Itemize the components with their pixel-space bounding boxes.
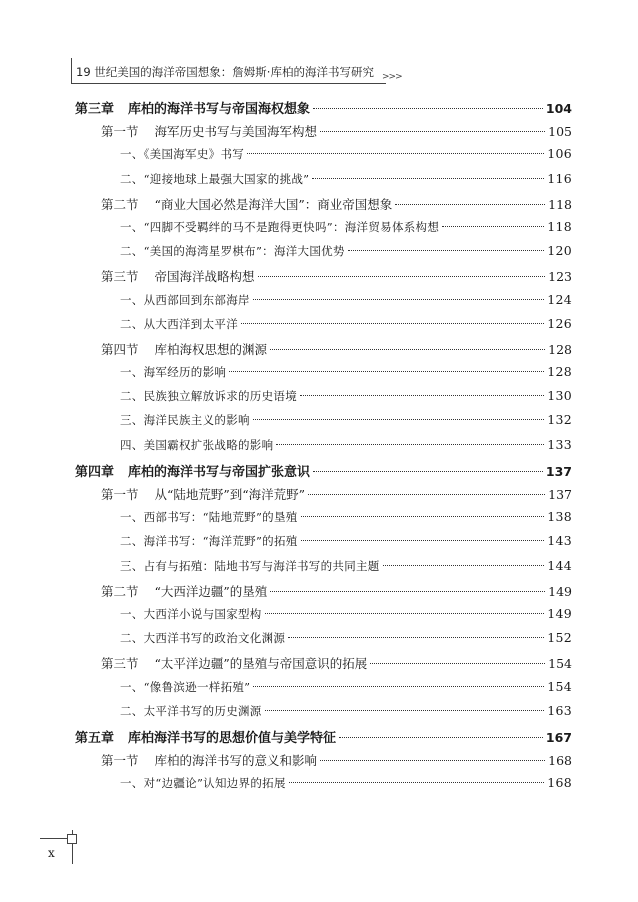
toc-entry-number: 第二节 — [101, 583, 139, 599]
toc-entry-label — [101, 654, 367, 672]
toc-entry-number: 第一节 — [101, 753, 139, 769]
toc-dot-leader — [276, 444, 544, 445]
toc-entry-label — [120, 630, 285, 646]
toc-entry-title: 一、从西部回到东部海岸 — [120, 292, 250, 307]
toc-entry-title: 从“陆地荒野”到“海洋荒野” — [154, 487, 306, 502]
toc-entry-item[interactable] — [75, 703, 572, 727]
toc-entry-label — [120, 679, 250, 695]
toc-entry-label — [120, 219, 439, 235]
toc-entry-label — [75, 727, 336, 746]
toc-dot-leader — [270, 349, 545, 350]
toc-dot-leader — [348, 250, 544, 251]
toc-entry-item[interactable] — [75, 606, 572, 630]
toc-entry-title: 二、“美国的海湾星罗棋布”：海洋大国优势 — [120, 244, 345, 259]
toc-entry-item[interactable] — [75, 243, 572, 267]
toc-page-number: 154 — [547, 678, 572, 694]
toc-dot-leader — [395, 204, 545, 205]
toc-dot-leader — [247, 153, 544, 154]
toc-dot-leader — [313, 471, 543, 472]
toc-page-number: 128 — [548, 341, 572, 357]
toc-entry-title: 二、太平洋书写的历史渊源 — [120, 703, 262, 718]
toc-entry-chapter[interactable] — [75, 461, 572, 485]
toc-dot-leader — [289, 782, 544, 783]
toc-dot-leader — [370, 663, 545, 664]
toc-page-number: 116 — [547, 170, 572, 186]
toc-entry-title: 一、海军经历的影响 — [120, 365, 227, 380]
toc-entry-label — [101, 122, 317, 140]
toc-entry-title: 三、占有与拓殖：陆地书写与海洋书写的共同主题 — [120, 558, 380, 573]
toc-entry-chapter[interactable] — [75, 727, 572, 751]
toc-entry-number: 第四章 — [75, 464, 115, 480]
toc-entry-item[interactable] — [75, 679, 572, 703]
toc-entry-title: “商业大国必然是海洋大国”：商业帝国想象 — [154, 196, 393, 212]
toc-dot-leader — [229, 371, 544, 372]
toc-entry-label — [120, 146, 244, 162]
toc-page-number: 149 — [548, 583, 572, 599]
toc-entry-title: 一、《美国海军史》书写 — [120, 147, 245, 162]
toc-entry-number: 第四节 — [101, 341, 139, 357]
toc-entry-title: 库柏的海洋书写与帝国扩张意识 — [128, 464, 311, 480]
toc-dot-leader — [258, 276, 546, 277]
toc-entry-item[interactable] — [75, 775, 572, 799]
toc-entry-title: 库柏海洋书写的思想价值与美学特征 — [128, 730, 337, 746]
toc-entry-label — [101, 340, 267, 358]
toc-page-number: 144 — [547, 557, 572, 573]
toc-entry-section[interactable] — [75, 195, 572, 219]
toc-page-number: 137 — [545, 463, 572, 479]
toc-entry-number: 第二节 — [101, 196, 139, 212]
toc-entry-title: 二、海洋书写：“海洋荒野”的拓殖 — [120, 534, 298, 549]
toc-entry-label — [120, 703, 262, 719]
toc-page-number: 133 — [547, 436, 572, 452]
toc-entry-item[interactable] — [75, 146, 572, 170]
toc-dot-leader — [320, 760, 545, 761]
toc-page-number: 167 — [545, 729, 572, 745]
header-rule-horizontal — [71, 83, 386, 84]
footer-square-ornament — [67, 834, 77, 844]
toc-entry-section[interactable] — [75, 122, 572, 146]
toc-entry-label — [120, 292, 250, 308]
toc-entry-label — [120, 388, 297, 404]
toc-entry-label — [120, 437, 273, 453]
toc-entry-title: 二、民族独立解放诉求的历史语境 — [120, 389, 297, 404]
header-arrows-ornament: >>> — [382, 72, 402, 82]
toc-page-number: 152 — [547, 630, 572, 646]
toc-page-number: 168 — [547, 775, 572, 791]
toc-page-number: 168 — [548, 753, 572, 769]
toc-entry-item[interactable] — [75, 364, 572, 388]
toc-page-number: 124 — [547, 291, 572, 307]
toc-page-number: 118 — [547, 218, 572, 234]
toc-entry-section[interactable] — [75, 340, 572, 364]
toc-entry-section[interactable] — [75, 751, 572, 775]
toc-entry-item[interactable] — [75, 533, 572, 557]
toc-page-number: 163 — [547, 702, 572, 718]
toc-page-number: 105 — [548, 124, 572, 140]
toc-entry-label — [120, 606, 262, 622]
toc-page-number: 123 — [548, 269, 572, 285]
toc-entry-label — [101, 582, 267, 600]
toc-entry-label — [101, 267, 255, 285]
toc-dot-leader — [312, 178, 544, 179]
toc-entry-label — [120, 558, 380, 574]
toc-dot-leader — [265, 613, 545, 614]
toc-entry-label — [120, 412, 250, 428]
toc-entry-label — [75, 461, 310, 480]
toc-entry-title: 库柏的海洋书写的意义和影响 — [154, 753, 318, 769]
toc-entry-label — [101, 195, 392, 213]
toc-page-number: 132 — [547, 412, 572, 428]
toc-page-number: 128 — [547, 364, 572, 380]
toc-dot-leader — [288, 637, 544, 638]
toc-page-number: 118 — [548, 196, 572, 212]
running-header-title: 19 世纪美国的海洋帝国想象：詹姆斯·库柏的海洋书写研究 — [76, 65, 374, 79]
toc-entry-title: 一、对“边疆论”认知边界的拓展 — [120, 776, 286, 791]
toc-entry-title: 一、“像鲁滨逊一样拓殖” — [120, 679, 251, 694]
toc-entry-label — [101, 751, 317, 769]
toc-entry-title: “大西洋边疆”的垦殖 — [154, 583, 268, 599]
toc-entry-item[interactable] — [75, 171, 572, 195]
toc-entry-item[interactable] — [75, 509, 572, 533]
running-header — [68, 58, 588, 84]
toc-page-number: 104 — [545, 101, 572, 116]
toc-dot-leader — [383, 565, 545, 566]
toc-entry-item[interactable] — [75, 316, 572, 340]
toc-entry-item[interactable] — [75, 437, 572, 461]
toc-entry-title: 库柏的海洋书写与帝国海权想象 — [128, 102, 311, 117]
toc-entry-title: 帝国海洋战略构想 — [154, 269, 255, 285]
toc-dot-leader — [300, 395, 544, 396]
toc-entry-item[interactable] — [75, 219, 572, 243]
toc-entry-label — [120, 364, 226, 380]
toc-dot-leader — [253, 686, 544, 687]
toc-dot-leader — [265, 710, 545, 711]
toc-page-number: 138 — [547, 509, 572, 525]
toc-dot-leader — [320, 131, 545, 132]
toc-page-number: 143 — [547, 533, 572, 549]
toc-page-number: 137 — [548, 487, 572, 502]
toc-page-number: 154 — [548, 656, 572, 672]
toc-entry-item[interactable] — [75, 292, 572, 316]
toc-dot-leader — [442, 226, 544, 227]
toc-page-number: 106 — [547, 146, 572, 162]
table-of-contents — [75, 98, 572, 799]
toc-entry-number: 第三节 — [101, 656, 139, 672]
toc-entry-item[interactable] — [75, 558, 572, 582]
toc-entry-number: 第三章 — [75, 102, 115, 117]
toc-page-number: 149 — [547, 605, 572, 621]
toc-entry-title: 三、海洋民族主义的影响 — [120, 413, 250, 428]
page-number: x — [48, 846, 55, 860]
toc-entry-item[interactable] — [75, 388, 572, 412]
toc-page-number: 130 — [547, 388, 572, 404]
toc-dot-leader — [241, 323, 544, 324]
toc-entry-number: 第三节 — [101, 269, 139, 285]
toc-entry-number: 第五章 — [75, 730, 115, 746]
toc-entry-label — [120, 533, 298, 549]
toc-dot-leader — [253, 299, 544, 300]
toc-entry-title: 二、从大西洋到太平洋 — [120, 316, 238, 331]
toc-entry-label — [120, 243, 345, 259]
toc-entry-title: 海军历史书写与美国海军构想 — [154, 124, 318, 140]
toc-dot-leader — [339, 737, 543, 738]
toc-entry-label — [120, 509, 298, 525]
toc-dot-leader — [253, 419, 544, 420]
toc-entry-title: 一、大西洋小说与国家型构 — [120, 606, 262, 621]
toc-entry-section[interactable] — [75, 582, 572, 606]
toc-dot-leader — [308, 494, 545, 495]
toc-page-number: 126 — [547, 315, 572, 331]
toc-entry-label — [120, 775, 286, 791]
toc-dot-leader — [301, 516, 545, 517]
toc-entry-title: “太平洋边疆”的垦殖与帝国意识的拓展 — [154, 656, 368, 672]
toc-entry-title: 一、西部书写：“陆地荒野”的垦殖 — [120, 510, 298, 525]
toc-dot-leader — [270, 591, 545, 592]
toc-entry-title: 二、“迎接地球上最强大国家的挑战” — [120, 171, 310, 186]
toc-entry-label — [101, 485, 305, 503]
toc-page-number: 120 — [547, 243, 572, 259]
toc-entry-item[interactable] — [75, 630, 572, 654]
toc-entry-label — [120, 316, 238, 332]
toc-entry-section[interactable] — [75, 654, 572, 678]
toc-entry-chapter[interactable] — [75, 98, 572, 122]
toc-dot-leader — [313, 108, 543, 109]
toc-entry-label — [120, 171, 309, 187]
toc-entry-number: 第一节 — [101, 487, 139, 502]
toc-entry-title: 四、美国霸权扩张战略的影响 — [120, 437, 274, 452]
toc-entry-item[interactable] — [75, 412, 572, 436]
toc-entry-label — [75, 98, 310, 117]
header-rule-vertical — [71, 58, 72, 84]
toc-entry-number: 第一节 — [101, 124, 139, 140]
toc-entry-title: 一、“四脚不受羁绊的马不是跑得更快吗”：海洋贸易体系构想 — [120, 219, 440, 234]
toc-entry-title: 二、大西洋书写的政治文化渊源 — [120, 631, 286, 646]
toc-entry-section[interactable] — [75, 267, 572, 291]
toc-entry-title: 库柏海权思想的渊源 — [154, 341, 268, 357]
toc-dot-leader — [301, 540, 545, 541]
toc-entry-section[interactable] — [75, 485, 572, 509]
